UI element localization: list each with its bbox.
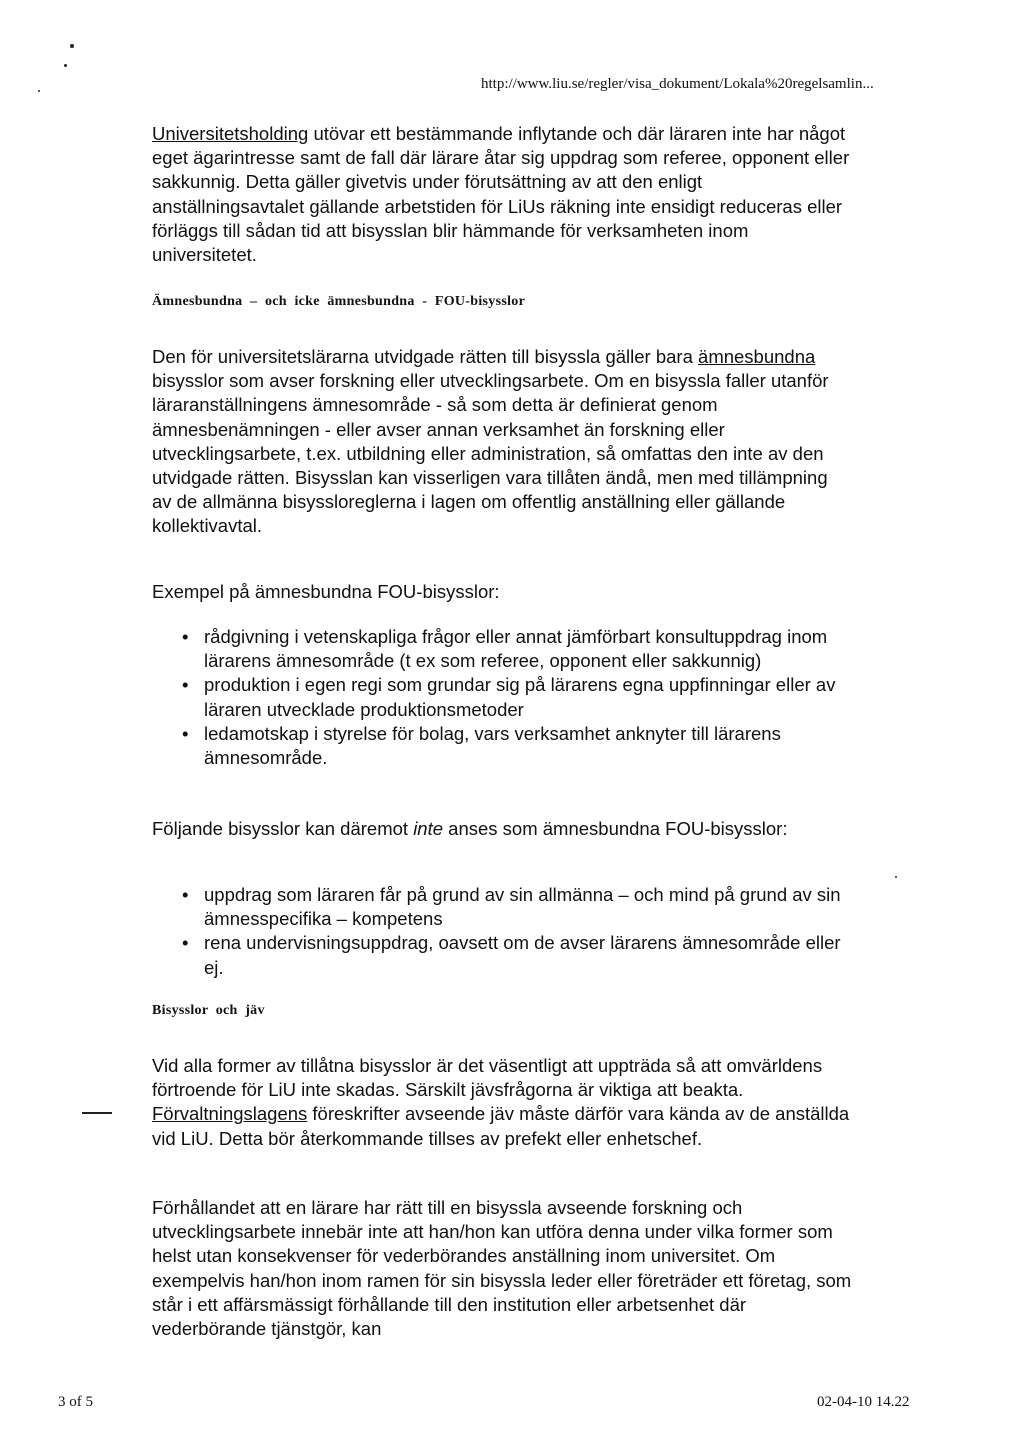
non-examples-list <box>152 883 852 980</box>
jav-text-end: föreskrifter avseende jäv måste därför vara kända av de anställda vid LiU. Detta bör återkommande tillses av prefekt eller enhetschef. <box>152 1103 850 1149</box>
section-heading-jav: Bisysslor och jäv <box>152 1003 265 1018</box>
fou-text-end: bisysslor som avser forskning eller utvecklingsarbete. Om en bisyssla faller utanför läraranställningens ämnesområde - så som detta är definierat genom ämnesbenämningen - eller avser annan verksamhet än forskning eller utvecklingsarbete, t.ex. utbildning eller administration, så omfattas den inte av den utvidgade rätten. Bisysslan kan visserligen vara tillåten ändå, men med tillämpning av de allmänna bisyssloreglerna i lagen om offentlig anställning eller gällande kollektivavtal. <box>152 370 829 537</box>
fou-underlined-term: ämnesbundna <box>698 346 816 367</box>
non-examples-italic: inte <box>413 818 444 839</box>
scan-speck <box>64 64 67 67</box>
list-item: • rådgivning i vetenskapliga frågor eller annat jämförbart konsultuppdrag inom lärarens ämnesområde (t ex som referee, opponent eller sakkunnig) <box>152 625 852 673</box>
examples-list <box>152 625 852 770</box>
fou-paragraph <box>152 345 852 539</box>
jav-underlined-term: Förvaltningslagens <box>152 1103 308 1125</box>
non-examples-intro <box>152 817 852 841</box>
section-heading-fou: Ämnesbundna – och icke ämnesbundna - FOU-bisysslor <box>152 294 526 309</box>
list-item: • rena undervisningsuppdrag, oavsett om de avser lärarens ämnesområde eller ej. <box>152 931 852 979</box>
list-item: • uppdrag som läraren får på grund av sin allmänna – och mind på grund av sin ämnesspecifika – kompetens <box>152 883 852 931</box>
relationship-paragraph: Förhållandet att en lärare har rätt till en bisyssla avseende forskning och utvecklingsarbete innebär inte att han/hon kan utföra denna under vilka former som helst utan konsekvenser för vederbörandes anställning inom universitet. Om exempelvis han/hon inom ramen för sin bisyssla leder eller företräder ett företag, som står i ett affärsmässigt förhållande till den institution eller arbetsenhet där vederbörande tjänstgör, kan <box>152 1197 852 1340</box>
non-examples-text-start: Följande bisysslor kan däremot <box>152 818 414 839</box>
intro-lead: Universitetsholding <box>152 123 309 144</box>
scan-speck <box>70 44 74 48</box>
scan-speck <box>895 876 897 878</box>
scan-speck <box>38 90 40 92</box>
jav-text-start: Vid alla former av tillåtna bisysslor är det väsentligt att uppträda så att omvärldens förtroende för LiU inte skadas. Särskilt jävsfrågorna är viktiga att beakta. <box>152 1055 823 1101</box>
page-date: 02-04-10 14.22 <box>817 1394 910 1410</box>
intro-text: utövar ett bestämmande inflytande och där läraren inte har något eget ägarintresse samt de fall där lärare åtar sig uppdrag som referee, opponent eller sakkunnig. Detta gäller givetvis under förutsättning av att den enligt anställningsavtalet gällande arbetstiden för LiUs räkning inte ensidigt reduceras eller förläggs till sådan tid att bisysslan blir hämmande för verksamheten inom universitetet. <box>152 123 850 266</box>
examples-intro: Exempel på ämnesbundna FOU-bisysslor: <box>152 581 500 602</box>
non-examples-text-end: anses som ämnesbundna FOU-bisysslor: <box>443 818 788 839</box>
url-header: http://www.liu.se/regler/visa_dokument/Lokala%20regelsamlin... <box>481 76 874 92</box>
jav-paragraph <box>152 1054 852 1151</box>
fou-text-start: Den för universitetslärarna utvidgade rätten till bisyssla gäller bara <box>152 346 699 367</box>
list-item: • produktion i egen regi som grundar sig på lärarens egna uppfinningar eller av läraren utvecklade produktionsmetoder <box>152 673 852 721</box>
margin-mark <box>82 1112 112 1114</box>
intro-paragraph <box>152 122 852 267</box>
list-item: • ledamotskap i styrelse för bolag, vars verksamhet anknyter till lärarens ämnesområde. <box>152 722 852 770</box>
page-number: 3 of 5 <box>58 1394 93 1410</box>
